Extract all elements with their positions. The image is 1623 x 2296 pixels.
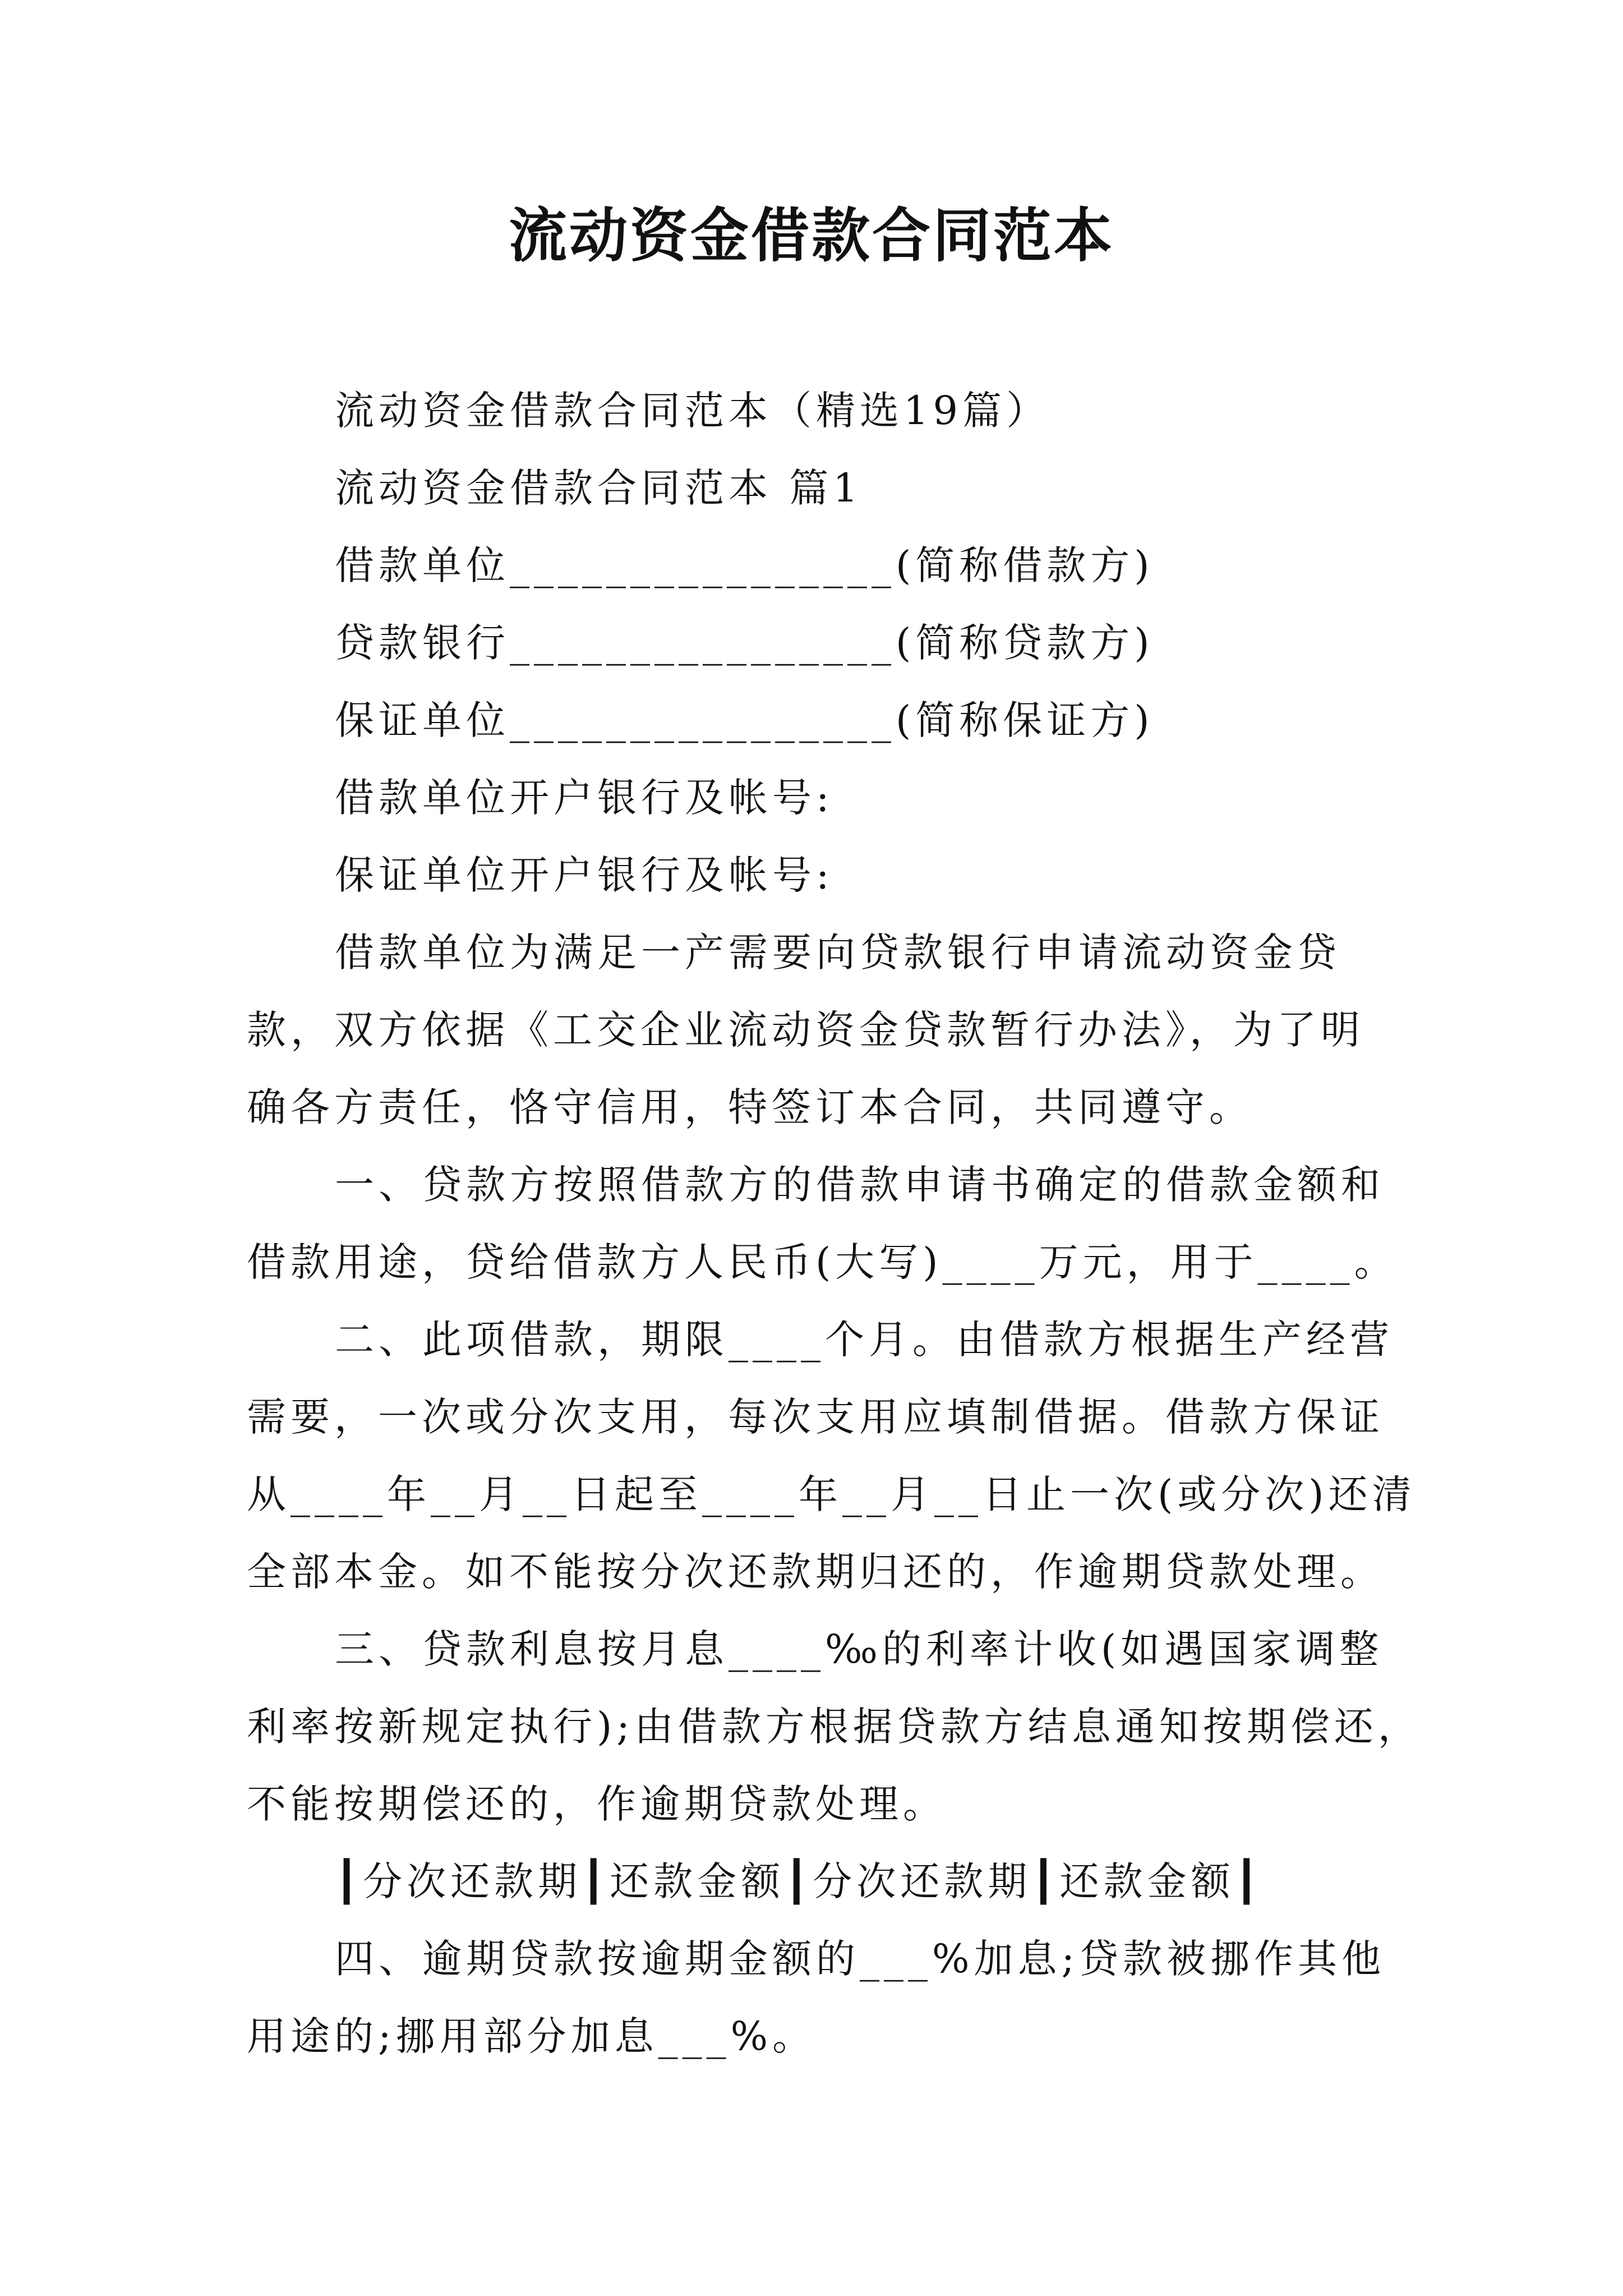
paragraph-line: 借款单位为满足一产需要向贷款银行申请流动资金贷 [335,930,1341,976]
paragraph-line: 确各方责任，恪守信用，特签订本合同，共同遵守。 [247,1084,1253,1130]
borrower-account-line: 借款单位开户银行及帐号: [335,775,834,821]
document-title: 流动资金借款合同范本 [508,201,1114,270]
paragraph-line: 一、贷款方按照借款方的借款申请书确定的借款金额和 [335,1162,1385,1208]
paragraph-line: 款，双方依据《工交企业流动资金贷款暂行办法》，为了明 [247,1007,1364,1053]
lender-line: 贷款银行________________(简称贷款方) [335,620,1154,666]
document-subtitle: 流动资金借款合同范本（精选19篇） [335,388,1050,434]
paragraph-line: 全部本金。如不能按分次还款期归还的，作逾期贷款处理。 [247,1549,1384,1595]
paragraph-line: 借款用途，贷给借款方人民币(大写)____万元，用于____。 [247,1239,1398,1285]
repayment-table-header: ┃分次还款期┃还款金额┃分次还款期┃还款金额┃ [335,1858,1263,1904]
paragraph-line: 用途的;挪用部分加息___%。 [247,2013,817,2059]
paragraph-line: 从____年__月__日起至____年__月__日止一次(或分次)还清 [247,1471,1416,1517]
paragraph-line: 需要，一次或分次支用，每次支用应填制借据。借款方保证 [247,1394,1384,1440]
paragraph-line: 四、逾期贷款按逾期金额的___%加息;贷款被挪作其他 [335,1936,1386,1982]
paragraph-line: 不能按期偿还的，作逾期贷款处理。 [247,1781,947,1827]
guarantor-account-line: 保证单位开户银行及帐号: [335,852,834,898]
paragraph-line: 三、贷款利息按月息____‰的利率计收(如遇国家调整 [335,1626,1384,1672]
paragraph-line: 利率按新规定执行);由借款方根据贷款方结息通知按期偿还， [247,1704,1422,1750]
guarantor-line: 保证单位________________(简称保证方) [335,697,1154,743]
borrower-line: 借款单位________________(简称借款方) [335,542,1154,588]
section-heading: 流动资金借款合同范本 篇1 [335,465,863,511]
paragraph-line: 二、此项借款，期限____个月。由借款方根据生产经营 [335,1317,1394,1363]
